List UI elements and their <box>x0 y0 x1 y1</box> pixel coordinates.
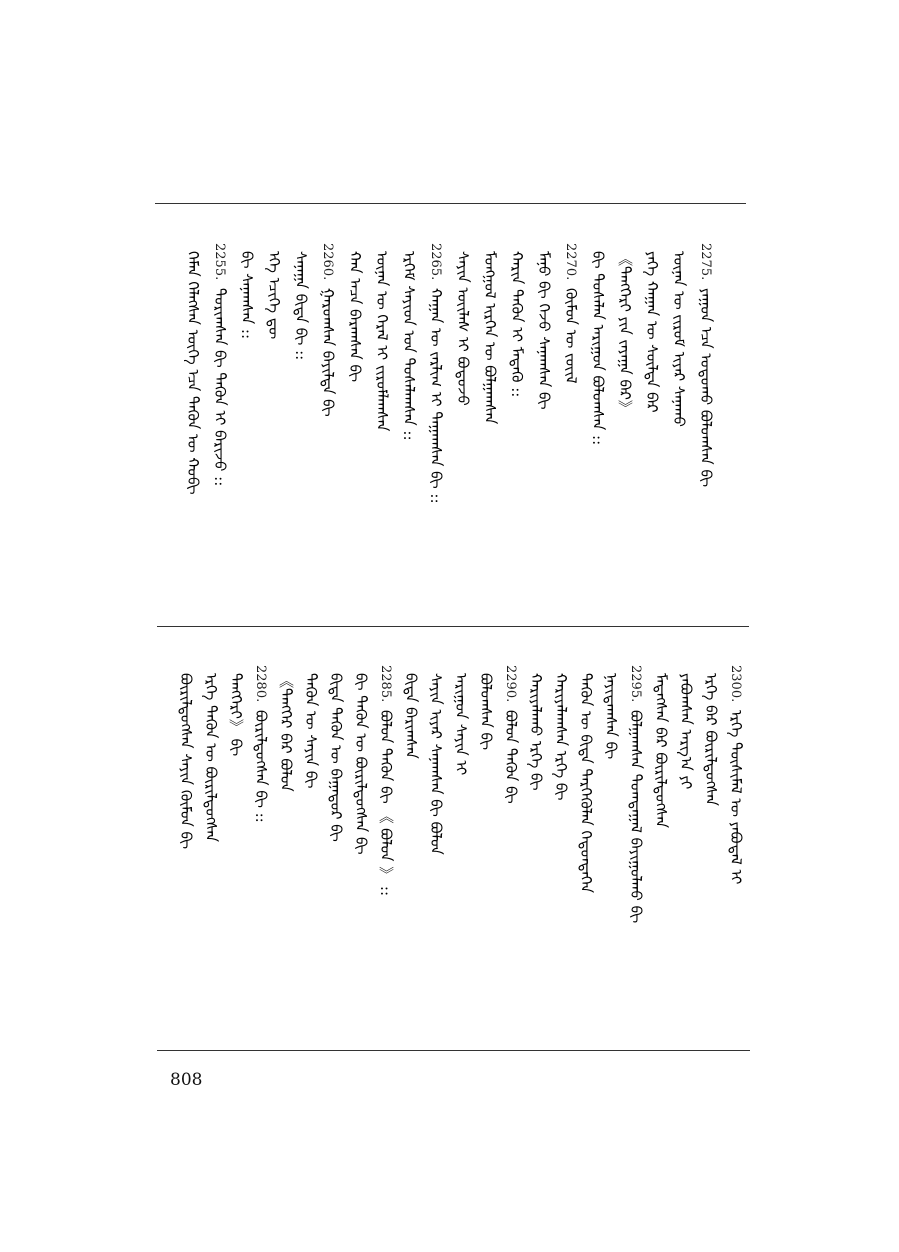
verse-line <box>327 665 344 842</box>
verse-line <box>454 243 471 406</box>
top-rule <box>155 203 746 204</box>
verse-text: ᠲᠣᠷᠢᠭᠰᠠᠨ ᠪᠢ ᠲᠡᠭᠦᠨ ᠢ ᠪᠠᠷᠢᠵᠤ :: <box>211 288 229 487</box>
verse-line <box>400 243 417 441</box>
verse-text: ᠬᠡᠮᠡᠨ ᠬᠡᠯᠡᠭᠰᠡᠨ ᠦᠭᠡ ᠡᠴᠡ ᠲᠡᠭᠦᠨ ᠦ ᠬᠤᠪᠢ <box>184 251 202 495</box>
verse-line <box>508 243 525 397</box>
verse-line <box>427 243 444 504</box>
verse-text: ᠬᠦᠮᠦᠨ ᠦ ᠵᠦᠢᠯ <box>562 288 580 384</box>
verse-line <box>346 243 363 382</box>
verse-text: ᠮᠡᠳᠡᠭᠰᠡᠨ ᠪᠡᠷ ᠪᠦᠷᠢᠯᠳᠦᠭᠰᠡᠨ <box>652 673 670 828</box>
verse-text: ᠪᠦᠷᠢᠯᠳᠦᠭᠰᠡᠨ ᠪᠢ :: <box>252 710 270 823</box>
verse-line <box>377 665 394 896</box>
verse-text: ᠠᠷᠢᠭᠤᠨ ᠰᠠᠶᠢᠨ ᠢ <box>452 673 470 776</box>
verse-line <box>184 243 201 495</box>
verse-text: ᠪᠢ ᠰᠠᠨᠠᠭᠰᠠᠨ :: <box>238 251 256 340</box>
verse-text: ᠭᠠᠷᠤᠭᠰᠠᠨ ᠪᠠᠶᠢᠯᠲᠠ ᠪᠢ <box>319 288 337 417</box>
line-number: 2275. <box>698 243 713 281</box>
verse-line <box>277 665 294 792</box>
verse-line <box>265 243 282 339</box>
verse-line <box>677 665 694 789</box>
verse-line <box>616 243 633 415</box>
verse-line <box>697 243 714 487</box>
verse-line <box>177 665 194 849</box>
verse-text: ᠪᠦᠷᠢᠯᠳᠦᠭᠰᠡᠨ ᠰᠠᠶᠢᠨ ᠬᠦᠮᠦᠨ ᠪᠢ <box>177 673 195 850</box>
bottom-rule <box>157 1050 750 1051</box>
verse-line <box>589 243 606 445</box>
verse-text: ᠡᠬᠡ ᠡᠴᠢᠭᠡ ᠳᠦ <box>265 251 283 340</box>
verse-text: ᠮᠠᠨᠤ ᠪᠢ ᠭᠡᠵᠦ ᠰᠠᠨᠠᠭᠰᠠᠨ ᠪᠢ <box>535 251 553 410</box>
verse-line <box>670 243 687 427</box>
verse-line <box>227 665 244 756</box>
verse-text: ᠦᠨᠡᠨ ᠦ ᠵᠢᠷᠤᠮ ᠢᠶᠠᠷ ᠰᠠᠨᠠᠬᠤ <box>670 251 688 427</box>
verse-text: ᠪᠣᠯᠭᠠᠭᠰᠠᠨ ᠲᠣᠭᠲᠠᠭᠠᠯ ᠪᠠᠶᠢᠭᠤᠯᠬᠤ ᠪᠢ <box>627 710 645 924</box>
verse-text: ᠬᠠᠨ ᠠᠴᠠ ᠪᠠᠷᠠᠭᠰᠠᠨ ᠪᠢ <box>346 251 364 382</box>
line-number: 2295. <box>628 665 643 703</box>
verse-line <box>477 665 494 750</box>
line-number: 2280. <box>253 665 268 703</box>
verse-text: ᠡᠷᠬᠡᠮ ᠰᠠᠶᠢᠳ ᠤᠨ ᠲᠤᠰᠠᠯᠠᠭᠰᠠᠨ :: <box>400 251 418 441</box>
verse-text: ᠲᠡᠭᠦᠨ ᠦ ᠰᠠᠶᠢᠨ ᠪᠢ <box>302 673 320 789</box>
verse-line <box>527 665 544 791</box>
verse-line <box>211 243 228 486</box>
line-number: 2270. <box>563 243 578 281</box>
verse-text: ᠶᠠᠪᠤᠭᠰᠠᠨ ᠠᠷᠭ᠎ᠠ ᠶᠢ <box>677 673 695 790</box>
verse-line <box>373 243 390 431</box>
line-number: 2285. <box>378 665 393 703</box>
verse-line <box>602 665 619 759</box>
verse-text: ᠡᠷᠬᠡ ᠲᠡᠭᠦᠨ ᠦ ᠪᠦᠷᠢᠯᠳᠦᠭᠰᠡᠨ <box>202 673 220 843</box>
verse-line <box>319 243 336 417</box>
verse-line <box>481 243 498 424</box>
verse-line <box>702 665 719 806</box>
verse-text: ᠪᠢ ᠲᠤᠰᠠᠯᠠᠨ ᠠᠷᠢᠭᠤᠨ ᠪᠣᠯᠤᠭᠰᠠᠨ :: <box>589 251 607 446</box>
verse-text: ᠪᠢ ᠲᠡᠭᠦᠨ ᠦ ᠪᠦᠷᠢᠯᠳᠦᠭᠰᠡᠨ ᠪᠢ <box>352 673 370 855</box>
verse-line <box>627 665 644 923</box>
verse-line <box>562 243 579 384</box>
verse-text: 《ᠲᠡᠩᠭᠡᠷ ᠪᠠᠷ ᠪᠣᠯᠤᠨ <box>277 673 295 792</box>
verse-text: ᠦᠨᠡᠨ ᠦ ᠭᠡᠷᠡᠯ ᠢ ᠵᠢᠷᠤᠮᠯᠠᠭᠰᠠᠨ <box>373 251 391 432</box>
verse-line <box>238 243 255 339</box>
verse-text: ᠪᠣᠯᠤᠨ ᠲᠡᠭᠦᠨ ᠪᠢ <box>502 710 520 804</box>
verse-text: ᠰᠠᠶᠢᠨ ᠢᠶᠠᠷ ᠰᠠᠨᠠᠭᠰᠠᠨ ᠪᠢ ᠪᠣᠯᠤᠨ <box>427 673 445 855</box>
verse-text: ᠲᠡᠭᠦᠨ ᠦ ᠪᠢᠳᠡ ᠲᠡᠷᠭᠡᠭᠦᠯᠡᠨ ᠬᠡᠳᠦᠨᠲᠡᠭᠡᠨ <box>577 673 595 894</box>
verse-text: ᠲᠡᠩᠭᠡᠷᠢ》 ᠪᠢ <box>227 673 245 757</box>
verse-text: ᠪᠢᠳᠡ ᠪᠠᠷᠢᠭᠰᠠᠨ <box>402 673 420 759</box>
verse-text: ᠡᠷᠬᠡ ᠪᠡᠷ ᠪᠦᠷᠢᠯᠳᠦᠭᠰᠡᠨ <box>702 673 720 806</box>
verse-line <box>402 665 419 759</box>
line-number: 2260. <box>320 243 335 281</box>
verse-line <box>502 665 519 804</box>
verse-line <box>577 665 594 893</box>
verse-line <box>352 665 369 854</box>
verse-line <box>452 665 469 775</box>
page-number: 808 <box>170 1070 203 1090</box>
verse-text: ᠬᠠᠷᠢᠶᠠᠯᠠᠭᠰᠠᠨ ᠡᠷᠬᠡ ᠪᠢ <box>552 673 570 801</box>
verse-text: ᠪᠢᠳᠡ ᠲᠡᠭᠦᠨ ᠦ ᠪᠠᠭᠠᠲᠤᠷ ᠪᠢ <box>327 673 345 842</box>
verse-text: ᠰᠠᠶᠢᠨ ᠦᠢᠯᠡᠰ ᠢ ᠪᠣᠳᠣᠵᠤ <box>454 251 472 406</box>
verse-text: ᠪᠣᠯᠤᠨ ᠲᠡᠭᠦᠨ ᠪᠢ 《 ᠪᠣᠯᠤᠨ 》 :: <box>377 710 395 897</box>
verse-line <box>652 665 669 828</box>
verse-text: ᠨᠠᠶᠢᠳᠠᠭᠰᠠᠨ ᠪᠢ <box>602 673 620 760</box>
verse-text: ᠶᠡᠭᠡ ᠬᠠᠭᠠᠨ ᠦ ᠰᠦᠯᠳᠡ ᠪᠡᠷ <box>643 251 661 413</box>
verse-line <box>552 665 569 800</box>
verse-line <box>535 243 552 410</box>
line-number: 2300. <box>728 665 743 703</box>
verse-text: 《ᠲᠡᠩᠭᠡᠷᠢ ᠶᠢᠨ ᠵᠠᠶᠠᠭᠠ ᠪᠠᠷ》 <box>616 251 634 415</box>
verse-line <box>252 665 269 823</box>
line-number: 2290. <box>503 665 518 703</box>
middle-rule <box>157 626 749 627</box>
verse-text: ᠪᠣᠯᠤᠭᠰᠠᠨ ᠪᠢ <box>477 673 495 751</box>
verse-text: ᠬᠠᠷᠢᠨ ᠲᠡᠭᠦᠨ ᠢ ᠮᠡᠳᠡᠬᠦ :: <box>508 251 526 398</box>
verse-line <box>292 243 309 360</box>
verse-text: ᠶᠠᠭᠤᠨ ᠡᠴᠡ ᠤᠳᠤᠬᠤ ᠪᠣᠯᠤᠭᠰᠠᠨ ᠪᠢ <box>697 288 715 488</box>
verse-line <box>643 243 660 413</box>
verse-line <box>427 665 444 855</box>
line-number: 2265. <box>428 243 443 281</box>
verse-line <box>202 665 219 842</box>
verse-text: ᠡᠷᠬᠡ ᠲᠦᠰᠢᠮᠡᠯ ᠦ ᠶᠠᠪᠤᠳᠠᠯ ᠢ <box>727 710 745 885</box>
verse-text: ᠮᠣᠩᠭᠣᠯ ᠢᠷᠭᠡᠨ ᠦ ᠪᠣᠯᠭᠠᠭᠰᠠᠨ <box>481 251 499 425</box>
verse-line <box>727 665 744 885</box>
verse-text: ᠬᠠᠷᠢᠶᠠᠯᠠᠬᠤ ᠡᠷᠬᠡ ᠪᠢ <box>527 673 545 791</box>
verse-text: ᠬᠠᠭᠠᠨ ᠦ ᠵᠠᠷᠯᠢᠭ ᠢ ᠳᠠᠭᠠᠭᠰᠠᠨ ᠪᠢ :: <box>427 288 445 504</box>
line-number: 2255. <box>212 243 227 281</box>
verse-text: ᠰᠠᠨᠠᠭᠠ ᠪᠢᠳᠡ ᠪᠢ :: <box>292 251 310 361</box>
verse-line <box>302 665 319 788</box>
